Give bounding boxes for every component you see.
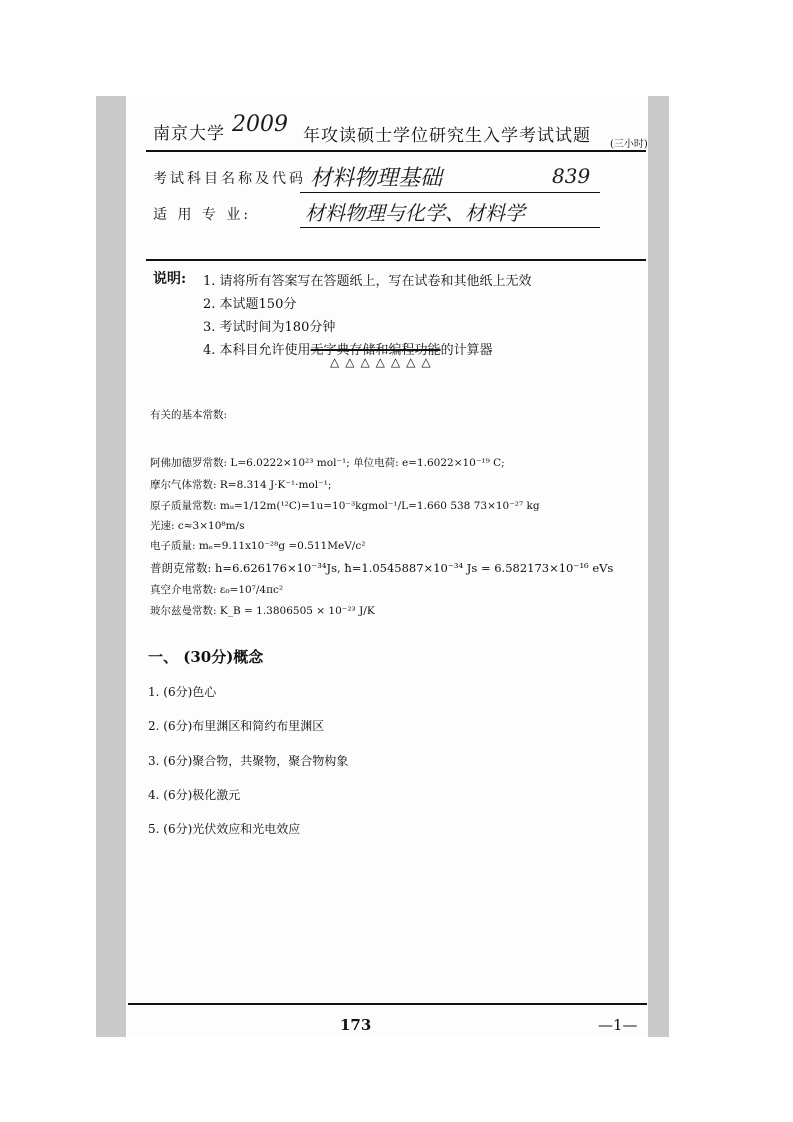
constant-line: 玻尔兹曼常数: K_B = 1.3806505 × 10⁻²³ J/K: [150, 605, 375, 617]
footer-page-number: —1—: [598, 1016, 638, 1034]
exam-duration: (三小时): [610, 139, 648, 150]
exam-year: 2009: [232, 112, 288, 137]
major-label: 适 用 专 业:: [153, 207, 252, 223]
fields-rule: [146, 259, 646, 261]
note-item: 1. 请将所有答案写在答题纸上，写在试卷和其他纸上无效: [203, 274, 532, 289]
question-item: 2. (6分)布里渊区和简约布里渊区: [148, 719, 325, 733]
handwritten-marks: △△△△△△△: [330, 355, 437, 369]
constant-line: 真空介电常数: ε₀=10⁷/4πc²: [150, 584, 284, 596]
constant-line: 阿佛加德罗常数: L=6.0222×10²³ mol⁻¹; 单位电荷: e=1.6022×10⁻¹⁹ C;: [150, 457, 505, 469]
exam-title: 年攻读硕士学位研究生入学考试试题: [303, 126, 591, 146]
constant-line: 光速: c≈3×10⁸m/s: [150, 520, 245, 532]
subject-underline: [300, 192, 600, 193]
major-value: 材料物理与化学、材料学: [305, 201, 525, 225]
bottom-rule: [128, 1003, 647, 1005]
note-item-4-suffix: 的计算器: [440, 343, 493, 358]
major-underline: [300, 227, 600, 228]
notes-label: 说明:: [153, 271, 187, 287]
subject-label: 考试科目名称及代码: [153, 171, 306, 187]
constant-line: 普朗克常数: h=6.626176×10⁻³⁴Js, ħ=1.0545887×10⁻³⁴ Js = 6.582173×10⁻¹⁶ eVs: [150, 561, 614, 575]
subject-code: 839: [552, 164, 591, 188]
constant-line: 摩尔气体常数: R=8.314 J·K⁻¹·mol⁻¹;: [150, 479, 332, 491]
footer-page-code: 173: [340, 1016, 372, 1034]
constant-line: 原子质量常数: mᵤ=1/12m(¹²C)=1u=10⁻³kgmol⁻¹/L=1.660 538 73×10⁻²⁷ kg: [150, 500, 540, 512]
note-item-4-prefix: 4. 本科目允许使用: [203, 343, 311, 358]
note-item-4-struck: 无字典存储和编程功能: [310, 343, 441, 358]
note-item: 2. 本试题150分: [203, 297, 297, 312]
constants-heading: 有关的基本常数:: [150, 409, 228, 421]
question-item: 5. (6分)光伏效应和光电效应: [148, 822, 301, 836]
question-item: 1. (6分)色心: [148, 685, 217, 699]
section-title: 一、 (30分)概念: [148, 648, 264, 666]
question-item: 3. (6分)聚合物，共聚物，聚合物构象: [148, 754, 349, 768]
university-name: 南京大学: [153, 124, 225, 144]
constant-line: 电子质量: mₑ=9.11x10⁻²⁸g =0.511MeV/c²: [150, 540, 366, 552]
question-item: 4. (6分)极化激元: [148, 788, 241, 802]
note-item: 3. 考试时间为180分钟: [203, 320, 336, 335]
subject-value: 材料物理基础: [310, 166, 443, 191]
header-rule: [146, 150, 646, 152]
